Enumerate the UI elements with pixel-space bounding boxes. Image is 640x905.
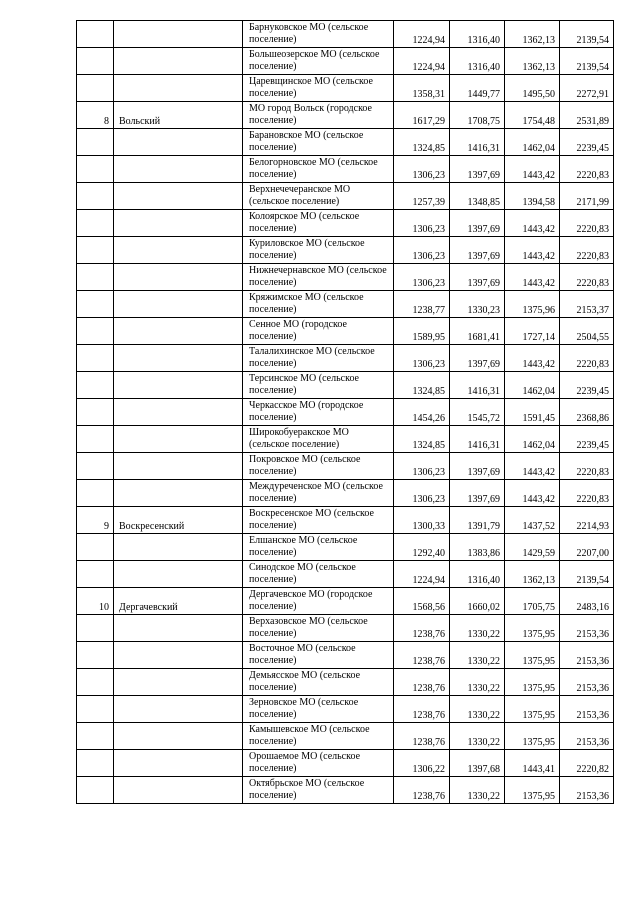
table-body <box>77 21 614 804</box>
table-row <box>77 102 614 129</box>
table-row <box>77 777 614 804</box>
value-3: 1375,95 <box>505 777 560 804</box>
value-4: 2220,83 <box>560 480 614 507</box>
table-row <box>77 669 614 696</box>
value-4: 2139,54 <box>560 48 614 75</box>
district-name <box>114 426 243 453</box>
value-1: 1238,76 <box>394 696 450 723</box>
table-row <box>77 129 614 156</box>
municipality-name: Воскресенское МО (сельское поселение) <box>243 507 394 534</box>
district-name <box>114 480 243 507</box>
value-1: 1238,76 <box>394 642 450 669</box>
municipality-name: Орошаемое МО (сельское поселение) <box>243 750 394 777</box>
table-row <box>77 75 614 102</box>
municipality-name: Колоярское МО (сельское поселение) <box>243 210 394 237</box>
value-1: 1238,77 <box>394 291 450 318</box>
row-number <box>77 696 114 723</box>
table-row <box>77 507 614 534</box>
table-row <box>77 372 614 399</box>
row-number <box>77 183 114 210</box>
value-4: 2214,93 <box>560 507 614 534</box>
value-1: 1257,39 <box>394 183 450 210</box>
value-1: 1306,23 <box>394 453 450 480</box>
municipality-name: Царевщинское МО (сельское поселение) <box>243 75 394 102</box>
district-name <box>114 696 243 723</box>
municipality-name: Сенное МО (городское поселение) <box>243 318 394 345</box>
value-4: 2153,36 <box>560 669 614 696</box>
value-4: 2239,45 <box>560 372 614 399</box>
district-name <box>114 399 243 426</box>
municipality-name: Камышевское МО (сельское поселение) <box>243 723 394 750</box>
value-4: 2531,89 <box>560 102 614 129</box>
district-name <box>114 75 243 102</box>
row-number: 10 <box>77 588 114 615</box>
value-2: 1397,69 <box>450 210 505 237</box>
value-3: 1462,04 <box>505 129 560 156</box>
district-name <box>114 453 243 480</box>
district-name <box>114 156 243 183</box>
value-4: 2153,36 <box>560 642 614 669</box>
table-row <box>77 210 614 237</box>
district-name <box>114 345 243 372</box>
tariff-table <box>76 20 614 804</box>
district-name <box>114 129 243 156</box>
value-4: 2272,91 <box>560 75 614 102</box>
row-number <box>77 237 114 264</box>
value-4: 2153,36 <box>560 777 614 804</box>
municipality-name: Черкасское МО (городское поселение) <box>243 399 394 426</box>
district-name <box>114 48 243 75</box>
district-name <box>114 561 243 588</box>
value-3: 1754,48 <box>505 102 560 129</box>
value-4: 2153,36 <box>560 615 614 642</box>
value-2: 1416,31 <box>450 372 505 399</box>
district-name <box>114 183 243 210</box>
value-2: 1545,72 <box>450 399 505 426</box>
district-name <box>114 669 243 696</box>
row-number <box>77 615 114 642</box>
table-row <box>77 723 614 750</box>
municipality-name: Восточное МО (сельское поселение) <box>243 642 394 669</box>
value-3: 1443,42 <box>505 264 560 291</box>
table-row <box>77 750 614 777</box>
value-4: 2153,36 <box>560 723 614 750</box>
value-3: 1375,95 <box>505 696 560 723</box>
value-4: 2171,99 <box>560 183 614 210</box>
value-2: 1330,22 <box>450 669 505 696</box>
table-row <box>77 642 614 669</box>
value-4: 2368,86 <box>560 399 614 426</box>
value-3: 1443,42 <box>505 237 560 264</box>
value-4: 2220,83 <box>560 345 614 372</box>
row-number <box>77 669 114 696</box>
municipality-name: Синодское МО (сельское поселение) <box>243 561 394 588</box>
district-name <box>114 723 243 750</box>
table-row <box>77 480 614 507</box>
value-3: 1705,75 <box>505 588 560 615</box>
municipality-name: Демьясское МО (сельское поселение) <box>243 669 394 696</box>
value-3: 1375,95 <box>505 669 560 696</box>
table-row <box>77 696 614 723</box>
value-1: 1224,94 <box>394 21 450 48</box>
value-2: 1681,41 <box>450 318 505 345</box>
value-1: 1306,23 <box>394 480 450 507</box>
table-row <box>77 615 614 642</box>
value-2: 1397,69 <box>450 480 505 507</box>
value-2: 1316,40 <box>450 561 505 588</box>
value-3: 1443,42 <box>505 480 560 507</box>
value-3: 1375,95 <box>505 723 560 750</box>
value-3: 1443,42 <box>505 210 560 237</box>
row-number <box>77 21 114 48</box>
municipality-name: Талалихинское МО (сельское поселение) <box>243 345 394 372</box>
row-number <box>77 750 114 777</box>
district-name <box>114 615 243 642</box>
row-number <box>77 372 114 399</box>
district-name: Вольский <box>114 102 243 129</box>
value-4: 2139,54 <box>560 561 614 588</box>
value-1: 1306,23 <box>394 210 450 237</box>
value-1: 1306,22 <box>394 750 450 777</box>
municipality-name: Междуреченское МО (сельское поселение) <box>243 480 394 507</box>
value-4: 2153,36 <box>560 696 614 723</box>
value-3: 1375,95 <box>505 642 560 669</box>
value-2: 1391,79 <box>450 507 505 534</box>
value-4: 2220,83 <box>560 264 614 291</box>
value-1: 1568,56 <box>394 588 450 615</box>
municipality-name: Широкобуеракское МО (сельское поселение) <box>243 426 394 453</box>
table-row <box>77 48 614 75</box>
value-1: 1306,23 <box>394 264 450 291</box>
value-4: 2483,16 <box>560 588 614 615</box>
table-row <box>77 183 614 210</box>
value-1: 1324,85 <box>394 372 450 399</box>
value-1: 1617,29 <box>394 102 450 129</box>
row-number <box>77 723 114 750</box>
table-row <box>77 588 614 615</box>
value-3: 1394,58 <box>505 183 560 210</box>
district-name <box>114 750 243 777</box>
municipality-name: Куриловское МО (сельское поселение) <box>243 237 394 264</box>
value-3: 1495,50 <box>505 75 560 102</box>
value-2: 1330,22 <box>450 777 505 804</box>
value-4: 2239,45 <box>560 129 614 156</box>
table-row <box>77 21 614 48</box>
municipality-name: Нижнечернавское МО (сельское поселение) <box>243 264 394 291</box>
value-3: 1429,59 <box>505 534 560 561</box>
value-1: 1454,26 <box>394 399 450 426</box>
row-number <box>77 264 114 291</box>
value-4: 2239,45 <box>560 426 614 453</box>
table-row <box>77 453 614 480</box>
value-2: 1660,02 <box>450 588 505 615</box>
row-number <box>77 210 114 237</box>
row-number <box>77 399 114 426</box>
district-name <box>114 237 243 264</box>
value-4: 2139,54 <box>560 21 614 48</box>
district-name <box>114 264 243 291</box>
value-2: 1316,40 <box>450 21 505 48</box>
table-row <box>77 561 614 588</box>
row-number <box>77 75 114 102</box>
value-1: 1224,94 <box>394 48 450 75</box>
municipality-name: Зерновское МО (сельское поселение) <box>243 696 394 723</box>
value-2: 1416,31 <box>450 426 505 453</box>
value-3: 1375,95 <box>505 615 560 642</box>
district-name: Дергачевский <box>114 588 243 615</box>
table-row <box>77 156 614 183</box>
value-2: 1316,40 <box>450 48 505 75</box>
value-2: 1416,31 <box>450 129 505 156</box>
row-number <box>77 642 114 669</box>
district-name <box>114 21 243 48</box>
value-1: 1300,33 <box>394 507 450 534</box>
municipality-name: Верхазовское МО (сельское поселение) <box>243 615 394 642</box>
value-1: 1306,23 <box>394 345 450 372</box>
row-number <box>77 426 114 453</box>
value-3: 1462,04 <box>505 426 560 453</box>
row-number <box>77 777 114 804</box>
municipality-name: Кряжимское МО (сельское поселение) <box>243 291 394 318</box>
row-number <box>77 48 114 75</box>
value-4: 2220,82 <box>560 750 614 777</box>
table-row <box>77 534 614 561</box>
value-3: 1591,45 <box>505 399 560 426</box>
value-3: 1443,42 <box>505 345 560 372</box>
table-row <box>77 237 614 264</box>
row-number <box>77 480 114 507</box>
municipality-name: Октябрьское МО (сельское поселение) <box>243 777 394 804</box>
municipality-name: Верхнечечеранское МО (сельское поселение) <box>243 183 394 210</box>
value-1: 1306,23 <box>394 237 450 264</box>
value-4: 2220,83 <box>560 453 614 480</box>
value-1: 1238,76 <box>394 615 450 642</box>
value-2: 1449,77 <box>450 75 505 102</box>
row-number <box>77 561 114 588</box>
district-name <box>114 210 243 237</box>
value-4: 2207,00 <box>560 534 614 561</box>
value-3: 1362,13 <box>505 21 560 48</box>
value-1: 1358,31 <box>394 75 450 102</box>
value-2: 1708,75 <box>450 102 505 129</box>
value-1: 1324,85 <box>394 129 450 156</box>
table-row <box>77 291 614 318</box>
value-3: 1443,42 <box>505 453 560 480</box>
municipality-name: Белогорновское МО (сельское поселение) <box>243 156 394 183</box>
value-1: 1238,76 <box>394 777 450 804</box>
municipality-name: Большеозерское МО (сельское поселение) <box>243 48 394 75</box>
value-1: 1324,85 <box>394 426 450 453</box>
row-number: 8 <box>77 102 114 129</box>
value-2: 1330,22 <box>450 696 505 723</box>
value-3: 1727,14 <box>505 318 560 345</box>
value-4: 2504,55 <box>560 318 614 345</box>
row-number <box>77 156 114 183</box>
value-2: 1383,86 <box>450 534 505 561</box>
value-3: 1462,04 <box>505 372 560 399</box>
value-3: 1443,42 <box>505 156 560 183</box>
value-1: 1306,23 <box>394 156 450 183</box>
municipality-name: Барнуковское МО (сельское поселение) <box>243 21 394 48</box>
row-number <box>77 534 114 561</box>
value-2: 1397,69 <box>450 264 505 291</box>
value-2: 1397,69 <box>450 345 505 372</box>
municipality-name: МО город Вольск (городское поселение) <box>243 102 394 129</box>
value-2: 1330,22 <box>450 642 505 669</box>
municipality-name: Елшанское МО (сельское поселение) <box>243 534 394 561</box>
value-2: 1348,85 <box>450 183 505 210</box>
value-3: 1362,13 <box>505 48 560 75</box>
value-2: 1330,23 <box>450 291 505 318</box>
table-row <box>77 426 614 453</box>
value-3: 1437,52 <box>505 507 560 534</box>
value-4: 2153,37 <box>560 291 614 318</box>
value-4: 2220,83 <box>560 156 614 183</box>
table-row <box>77 264 614 291</box>
table-row <box>77 345 614 372</box>
value-2: 1397,69 <box>450 237 505 264</box>
value-1: 1238,76 <box>394 723 450 750</box>
municipality-name: Барановское МО (сельское поселение) <box>243 129 394 156</box>
municipality-name: Терсинское МО (сельское поселение) <box>243 372 394 399</box>
value-3: 1443,41 <box>505 750 560 777</box>
value-2: 1330,22 <box>450 615 505 642</box>
row-number <box>77 129 114 156</box>
row-number <box>77 453 114 480</box>
value-2: 1330,22 <box>450 723 505 750</box>
municipality-name: Покровское МО (сельское поселение) <box>243 453 394 480</box>
value-3: 1362,13 <box>505 561 560 588</box>
value-1: 1292,40 <box>394 534 450 561</box>
district-name <box>114 777 243 804</box>
row-number <box>77 318 114 345</box>
value-4: 2220,83 <box>560 210 614 237</box>
value-4: 2220,83 <box>560 237 614 264</box>
row-number: 9 <box>77 507 114 534</box>
table-row <box>77 399 614 426</box>
value-1: 1224,94 <box>394 561 450 588</box>
value-2: 1397,69 <box>450 156 505 183</box>
district-name <box>114 372 243 399</box>
value-1: 1589,95 <box>394 318 450 345</box>
value-3: 1375,96 <box>505 291 560 318</box>
district-name <box>114 534 243 561</box>
value-1: 1238,76 <box>394 669 450 696</box>
value-2: 1397,68 <box>450 750 505 777</box>
district-name: Воскресенский <box>114 507 243 534</box>
value-2: 1397,69 <box>450 453 505 480</box>
municipality-name: Дергачевское МО (городское поселение) <box>243 588 394 615</box>
row-number <box>77 291 114 318</box>
district-name <box>114 291 243 318</box>
district-name <box>114 318 243 345</box>
row-number <box>77 345 114 372</box>
district-name <box>114 642 243 669</box>
table-row <box>77 318 614 345</box>
